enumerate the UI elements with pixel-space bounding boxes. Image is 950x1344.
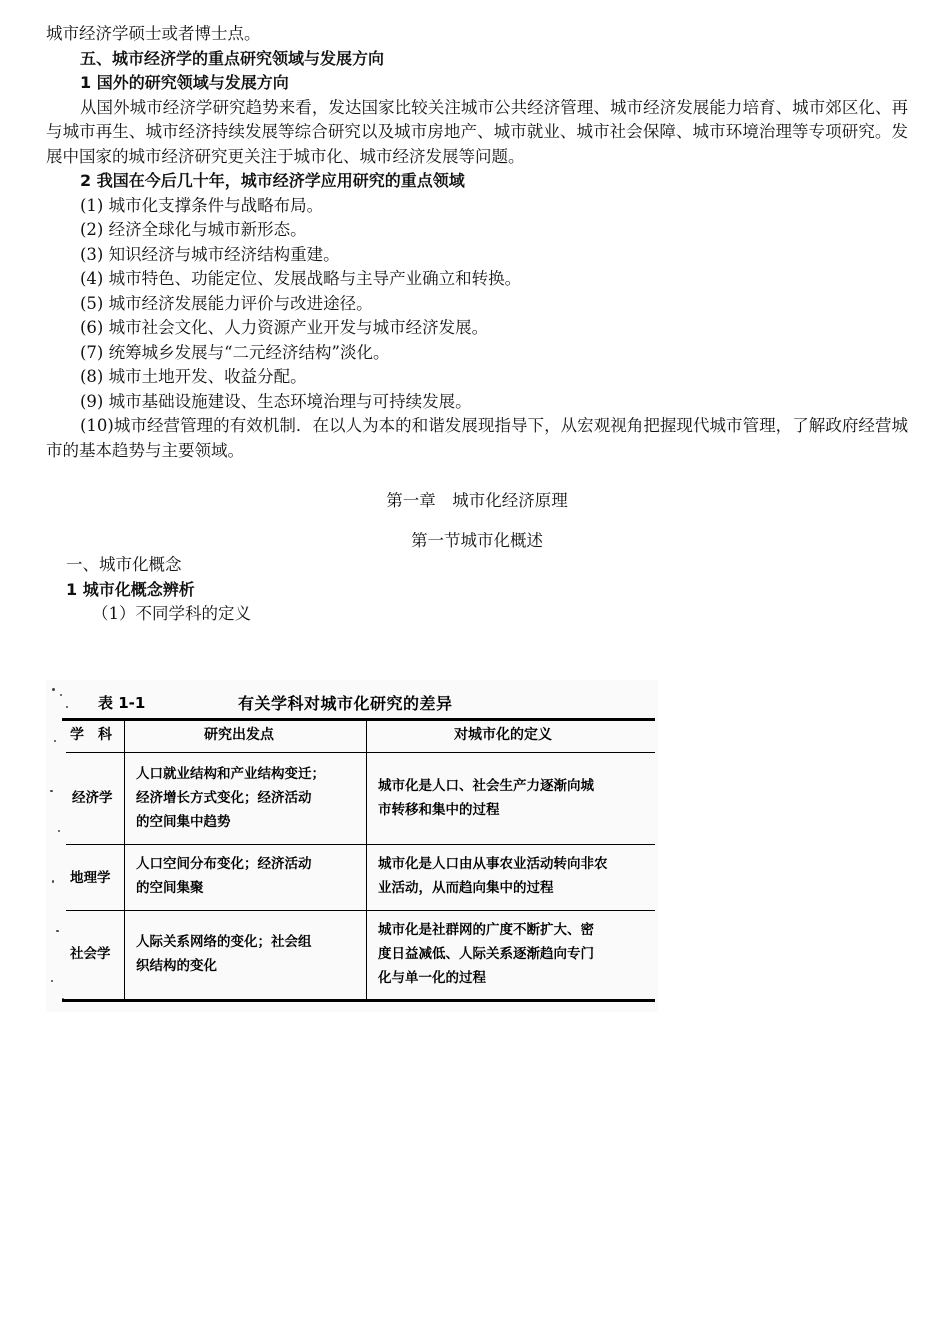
table-title: 有关学科对城市化研究的差异 xyxy=(238,694,453,713)
scan-speck xyxy=(66,706,68,708)
list-item: (9) 城市基础设施建设、生态环境治理与可持续发展。 xyxy=(80,391,472,411)
scan-speck xyxy=(52,880,54,883)
cell-line: 城市化是人口、社会生产力逐渐向城 xyxy=(378,778,594,794)
cell-line: 城市化是社群网的广度不断扩大、密 xyxy=(378,922,594,938)
cell-line: 的空间集中趋势 xyxy=(136,814,231,830)
list-item: (7) 统筹城乡发展与“二元经济结构”淡化。 xyxy=(80,342,390,362)
list-item: (6) 城市社会文化、人力资源产业开发与城市经济发展。 xyxy=(80,318,489,337)
table-column-rule xyxy=(124,720,125,1000)
table-number: 表 1-1 xyxy=(98,694,146,712)
chapter-title: 第一章 城市化经济原理 xyxy=(386,491,568,510)
table-cell-definition xyxy=(378,852,608,900)
scan-speck xyxy=(60,694,62,696)
scan-speck xyxy=(54,740,56,742)
table-bottom-rule xyxy=(62,999,655,1002)
text-line: 城市经济学硕士或者博士点。 xyxy=(46,24,261,43)
section-heading: 五、城市经济学的重点研究领域与发展方向 xyxy=(80,48,385,68)
cell-line: 人口就业结构和产业结构变迁； xyxy=(136,766,325,782)
table-column-rule xyxy=(366,720,367,1000)
table-header-origin: 研究出发点 xyxy=(204,727,274,743)
table-cell-definition xyxy=(378,774,594,822)
cell-line: 城市化是人口由从事农业活动转向非农 xyxy=(378,856,608,872)
cell-line: 的空间集聚 xyxy=(136,880,204,896)
table-header-definition: 对城市化的定义 xyxy=(454,727,552,743)
list-item: (2) 经济全球化与城市新形态。 xyxy=(80,220,307,239)
cell-line: 人际关系网络的变化；社会组 xyxy=(136,934,312,950)
scan-speck xyxy=(58,830,60,832)
list-item: (3) 知识经济与城市经济结构重建。 xyxy=(80,244,340,264)
subsection-heading: 2 我国在今后几十年，城市经济学应用研究的重点领域 xyxy=(80,171,465,190)
cell-line: 度日益减低、人际关系逐渐趋向专门 xyxy=(378,946,594,962)
cell-line: 业活动，从而趋向集中的过程 xyxy=(378,880,554,896)
table-cell-origin xyxy=(136,762,325,834)
table-cell-subject: 经济学 xyxy=(72,790,113,806)
table-top-rule xyxy=(62,718,655,721)
table-header-rule xyxy=(66,752,655,753)
scanned-table-image xyxy=(46,680,658,1012)
scan-speck xyxy=(56,930,59,932)
table-cell-subject: 地理学 xyxy=(70,870,111,886)
cell-line: 市转移和集中的过程 xyxy=(378,802,500,818)
list-item: (10)城市经营管理的有效机制．在以人为本的和谐发展现指导下，从宏观视角把握现代城市管理，了解政府经营城市的基本趋势与主要领域。 xyxy=(46,416,908,460)
list-item: (1) 城市化支撑条件与战略布局。 xyxy=(80,195,324,215)
table-header-subject: 学 科 xyxy=(70,727,112,743)
document-body xyxy=(46,22,908,627)
heading-level2: 1 城市化概念辨析 xyxy=(66,579,195,599)
cell-line: 织结构的变化 xyxy=(136,958,217,974)
table-cell-definition xyxy=(378,918,594,990)
scan-speck xyxy=(51,980,53,982)
list-item: (8) 城市土地开发、收益分配。 xyxy=(80,367,307,386)
heading-level3: （1）不同学科的定义 xyxy=(92,604,251,623)
table-cell-origin xyxy=(136,852,312,900)
cell-line: 人口空间分布变化；经济活动 xyxy=(136,856,312,872)
heading-level1: 一、城市化概念 xyxy=(66,555,182,574)
section-title: 第一节城市化概述 xyxy=(411,531,543,550)
table-cell-origin xyxy=(136,930,312,978)
list-item: (5) 城市经济发展能力评价与改进途径。 xyxy=(80,293,373,313)
cell-line: 化与单一化的过程 xyxy=(378,970,486,986)
scan-speck xyxy=(52,688,55,691)
paragraph: 从国外城市经济学研究趋势来看，发达国家比较关注城市公共经济管理、城市经济发展能力培育、城市郊区化、再与城市再生、城市经济持续发展等综合研究以及城市房地产、城市就业、城市社会保障、城市环境治理等专项研究。发展中国家的城市经济研究更关注于城市化、城市经济发展等问题。 xyxy=(46,97,908,166)
subsection-heading: 1 国外的研究领域与发展方向 xyxy=(80,73,289,92)
cell-line: 经济增长方式变化；经济活动 xyxy=(136,790,312,806)
list-item: (4) 城市特色、功能定位、发展战略与主导产业确立和转换。 xyxy=(80,269,522,288)
scan-speck xyxy=(50,790,53,792)
table-row-rule xyxy=(66,844,655,845)
table-cell-subject: 社会学 xyxy=(70,946,111,962)
table-row-rule xyxy=(66,910,655,911)
